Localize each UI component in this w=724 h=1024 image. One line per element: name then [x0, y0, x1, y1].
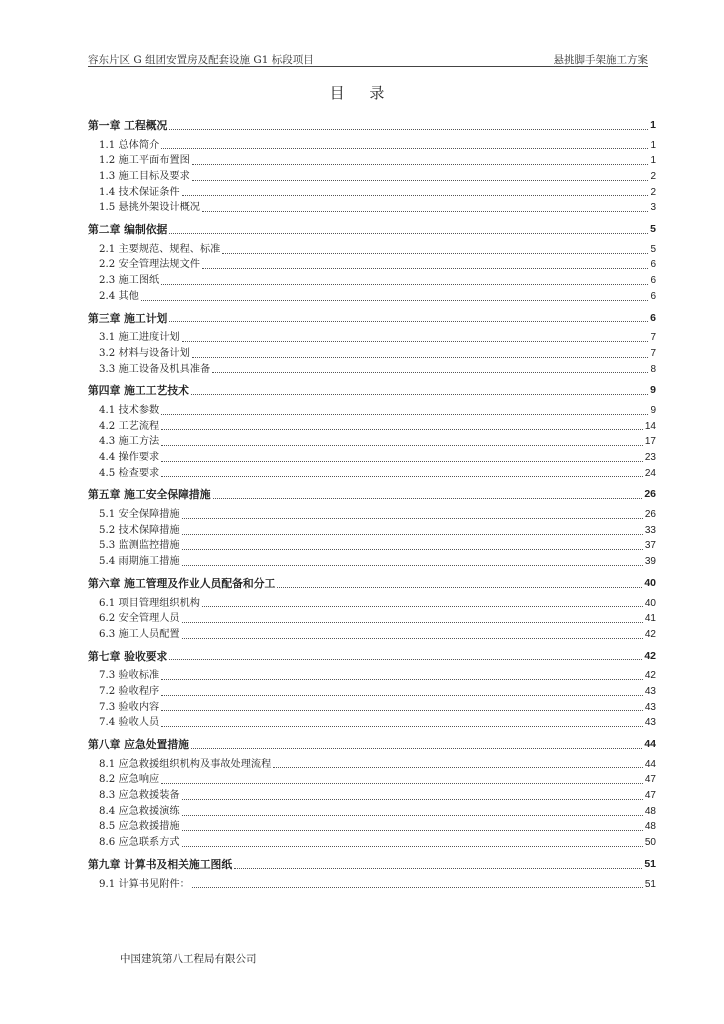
toc-entry-label: 8.5 应急救援措施	[99, 821, 180, 833]
toc-page-number: 40	[644, 597, 656, 609]
toc-entry-label: 第三章 施工计划	[88, 311, 168, 325]
toc-section-entry[interactable]	[88, 757, 656, 773]
header-project-name: 容东片区 G 组团安置房及配套设施 G1 标段项目	[88, 54, 314, 66]
page-header	[88, 50, 648, 67]
toc-section-entry[interactable]	[88, 820, 656, 836]
toc-chapter-entry[interactable]	[88, 649, 656, 665]
toc-entry-label: 6.2 安全管理人员	[99, 613, 180, 625]
toc-leader-dots	[234, 868, 642, 869]
toc-leader-dots	[202, 211, 648, 212]
toc-entry-label: 4.3 施工方法	[99, 436, 160, 448]
toc-section-entry[interactable]	[88, 554, 656, 570]
toc-page-number: 17	[644, 436, 656, 448]
toc-section-entry[interactable]	[88, 450, 656, 466]
toc-page-number: 39	[644, 556, 656, 568]
toc-leader-dots	[169, 659, 642, 660]
toc-entry-label: 7.2 验收程序	[99, 685, 160, 697]
toc-page-number: 5	[650, 223, 656, 236]
toc-leader-dots	[191, 394, 648, 395]
toc-entry-label: 5.4 雨期施工措施	[99, 556, 180, 568]
toc-leader-dots	[182, 534, 643, 535]
toc-entry-label: 第五章 施工安全保障措施	[88, 488, 211, 502]
toc-section-entry[interactable]	[88, 289, 656, 305]
toc-leader-dots	[161, 461, 643, 462]
toc-page-number: 42	[644, 670, 656, 682]
toc-section-entry[interactable]	[88, 169, 656, 185]
toc-page-number: 43	[644, 701, 656, 713]
toc-entry-label: 1.5 悬挑外架设计概况	[99, 202, 200, 214]
toc-chapter-entry[interactable]	[88, 222, 656, 238]
toc-leader-dots	[182, 549, 643, 550]
toc-page-number: 14	[644, 420, 656, 432]
toc-leader-dots	[182, 830, 643, 831]
toc-chapter-entry[interactable]	[88, 576, 656, 592]
toc-page-number: 5	[650, 243, 656, 255]
toc-page-number: 43	[644, 717, 656, 729]
toc-chapter-entry[interactable]	[88, 383, 656, 399]
toc-page-number: 24	[644, 467, 656, 479]
toc-leader-dots	[141, 300, 649, 301]
toc-page-number: 1	[650, 155, 656, 167]
toc-page-number: 44	[644, 738, 656, 751]
toc-leader-dots	[277, 587, 642, 588]
toc-section-entry[interactable]	[88, 346, 656, 362]
toc-leader-dots	[192, 887, 643, 888]
toc-entry-label: 3.3 施工设备及机具准备	[99, 363, 211, 375]
toc-section-entry[interactable]	[88, 419, 656, 435]
toc-section-entry[interactable]	[88, 507, 656, 523]
toc-entry-label: 2.1 主要规范、规程、标准	[99, 243, 221, 255]
toc-section-entry[interactable]	[88, 539, 656, 555]
toc-section-entry[interactable]	[88, 362, 656, 378]
toc-leader-dots	[182, 846, 643, 847]
toc-page-number: 7	[650, 347, 656, 359]
toc-page-number: 48	[644, 805, 656, 817]
toc-section-entry[interactable]	[88, 684, 656, 700]
toc-leader-dots	[202, 606, 643, 607]
toc-section-entry[interactable]	[88, 434, 656, 450]
toc-entry-label: 第八章 应急处置措施	[88, 738, 189, 752]
toc-entry-label: 4.4 操作要求	[99, 452, 160, 464]
toc-chapter-entry[interactable]	[88, 857, 656, 873]
toc-section-entry[interactable]	[88, 877, 656, 893]
toc-page-number: 51	[644, 857, 656, 870]
toc-leader-dots	[212, 372, 648, 373]
toc-leader-dots	[161, 726, 643, 727]
toc-page-number: 26	[644, 488, 656, 501]
toc-entry-label: 6.1 项目管理组织机构	[99, 597, 200, 609]
toc-page-number: 42	[644, 649, 656, 662]
toc-entry-label: 2.4 其他	[99, 290, 139, 302]
toc-section-entry[interactable]	[88, 153, 656, 169]
toc-leader-dots	[161, 695, 643, 696]
toc-page-number: 2	[650, 186, 656, 198]
toc-section-entry[interactable]	[88, 242, 656, 258]
toc-section-entry[interactable]	[88, 627, 656, 643]
toc-page-number: 47	[644, 774, 656, 786]
toc-entry-label: 7.4 验收人员	[99, 717, 160, 729]
toc-section-entry[interactable]	[88, 668, 656, 684]
toc-page-number: 2	[650, 171, 656, 183]
toc-section-entry[interactable]	[88, 330, 656, 346]
toc-leader-dots	[182, 799, 643, 800]
toc-section-entry[interactable]	[88, 466, 656, 482]
toc-page-number: 6	[650, 311, 656, 324]
toc-page-number: 33	[644, 524, 656, 536]
toc-leader-dots	[169, 129, 648, 130]
toc-entry-label: 3.1 施工进度计划	[99, 332, 180, 344]
toc-leader-dots	[192, 164, 649, 165]
toc-entry-label: 5.2 技术保障措施	[99, 524, 180, 536]
toc-entry-label: 1.4 技术保证条件	[99, 186, 180, 198]
toc-leader-dots	[182, 195, 649, 196]
page-footer: 中国建筑第八工程局有限公司	[120, 953, 257, 965]
toc-entry-label: 1.1 总体简介	[99, 139, 160, 151]
toc-leader-dots	[182, 638, 643, 639]
toc-page-number: 8	[650, 363, 656, 375]
toc-section-entry[interactable]	[88, 523, 656, 539]
toc-section-entry[interactable]	[88, 772, 656, 788]
header-document-name: 悬挑脚手架施工方案	[553, 54, 648, 66]
toc-page-number: 50	[644, 837, 656, 849]
toc-leader-dots	[161, 148, 648, 149]
toc-page-number: 1	[650, 139, 656, 151]
toc-chapter-entry[interactable]	[88, 311, 656, 327]
toc-section-entry[interactable]	[88, 788, 656, 804]
toc-page-number: 23	[644, 452, 656, 464]
toc-section-entry[interactable]	[88, 804, 656, 820]
toc-leader-dots	[161, 783, 643, 784]
toc-entry-label: 1.3 施工目标及要求	[99, 171, 190, 183]
toc-leader-dots	[222, 253, 648, 254]
toc-section-entry[interactable]	[88, 258, 656, 274]
toc-leader-dots	[161, 476, 643, 477]
toc-section-entry[interactable]	[88, 835, 656, 851]
toc-page-number: 47	[644, 790, 656, 802]
toc-entry-label: 8.4 应急救援演练	[99, 805, 180, 817]
toc-entry-label: 2.2 安全管理法规文件	[99, 259, 200, 271]
page-title: 目 录	[329, 84, 395, 102]
toc-leader-dots	[192, 180, 649, 181]
toc-entry-label: 1.2 施工平面布置图	[99, 155, 190, 167]
toc-entry-label: 第二章 编制依据	[88, 223, 168, 237]
toc-page-number: 37	[644, 540, 656, 552]
toc-page-number: 48	[644, 821, 656, 833]
toc-page-number: 6	[650, 275, 656, 287]
toc-leader-dots	[192, 357, 649, 358]
toc-page-number: 40	[644, 576, 656, 589]
toc-page-number: 42	[644, 628, 656, 640]
toc-section-entry[interactable]	[88, 273, 656, 289]
toc-page-number: 26	[644, 509, 656, 521]
toc-leader-dots	[161, 710, 643, 711]
toc-leader-dots	[182, 341, 649, 342]
toc-entry-label: 第四章 施工工艺技术	[88, 384, 189, 398]
toc-page-number: 6	[650, 259, 656, 271]
toc-entry-label: 9.1 计算书见附件：	[99, 878, 190, 890]
toc-section-entry[interactable]	[88, 700, 656, 716]
toc-page-number: 9	[650, 384, 656, 397]
toc-entry-label: 5.1 安全保障措施	[99, 509, 180, 521]
toc-section-entry[interactable]	[88, 138, 656, 154]
toc-leader-dots	[191, 748, 642, 749]
toc-leader-dots	[182, 815, 643, 816]
toc-entry-label: 2.3 施工图纸	[99, 275, 160, 287]
toc-entry-label: 5.3 监测监控措施	[99, 540, 180, 552]
toc-section-entry[interactable]	[88, 715, 656, 731]
toc-entry-label: 6.3 施工人员配置	[99, 628, 180, 640]
toc-leader-dots	[202, 268, 648, 269]
toc-leader-dots	[161, 445, 643, 446]
toc-chapter-entry[interactable]	[88, 487, 656, 503]
toc-leader-dots	[161, 679, 643, 680]
toc-section-entry[interactable]	[88, 611, 656, 627]
toc-section-entry[interactable]	[88, 403, 656, 419]
toc-entry-label: 第七章 验收要求	[88, 649, 168, 663]
toc-leader-dots	[161, 414, 648, 415]
toc-leader-dots	[182, 518, 643, 519]
toc-page-number: 1	[650, 118, 656, 131]
toc-entry-label: 8.1 应急救援组织机构及事故处理流程	[99, 758, 272, 770]
toc-leader-dots	[213, 498, 643, 499]
toc-leader-dots	[169, 233, 648, 234]
toc-entry-label: 4.2 工艺流程	[99, 420, 160, 432]
toc-entry-label: 4.5 检查要求	[99, 467, 160, 479]
toc-page-number: 51	[644, 878, 656, 890]
toc-entry-label: 7.3 验收内容	[99, 701, 160, 713]
toc-page-number: 41	[644, 613, 656, 625]
toc-entry-label: 7.3 验收标准	[99, 670, 160, 682]
toc-page-number: 3	[650, 202, 656, 214]
toc-chapter-entry[interactable]	[88, 737, 656, 753]
toc-entry-label: 3.2 材料与设备计划	[99, 347, 190, 359]
toc-page-number: 7	[650, 332, 656, 344]
toc-entry-label: 8.6 应急联系方式	[99, 837, 180, 849]
toc-page-number: 6	[650, 290, 656, 302]
table-of-contents	[88, 118, 656, 892]
toc-section-entry[interactable]	[88, 596, 656, 612]
toc-entry-label: 8.2 应急响应	[99, 774, 160, 786]
toc-leader-dots	[169, 321, 648, 322]
toc-chapter-entry[interactable]	[88, 118, 656, 134]
toc-section-entry[interactable]	[88, 185, 656, 201]
toc-page-number: 9	[650, 404, 656, 416]
toc-entry-label: 第一章 工程概况	[88, 118, 168, 132]
toc-leader-dots	[161, 284, 648, 285]
toc-leader-dots	[182, 622, 643, 623]
toc-leader-dots	[182, 565, 643, 566]
toc-page-number: 44	[644, 758, 656, 770]
toc-section-entry[interactable]	[88, 200, 656, 216]
toc-page-number: 43	[644, 685, 656, 697]
toc-leader-dots	[161, 429, 643, 430]
toc-entry-label: 8.3 应急救援装备	[99, 790, 180, 802]
toc-leader-dots	[273, 767, 643, 768]
toc-entry-label: 4.1 技术参数	[99, 404, 160, 416]
toc-entry-label: 第六章 施工管理及作业人员配备和分工	[88, 576, 276, 590]
toc-entry-label: 第九章 计算书及相关施工图纸	[88, 857, 233, 871]
